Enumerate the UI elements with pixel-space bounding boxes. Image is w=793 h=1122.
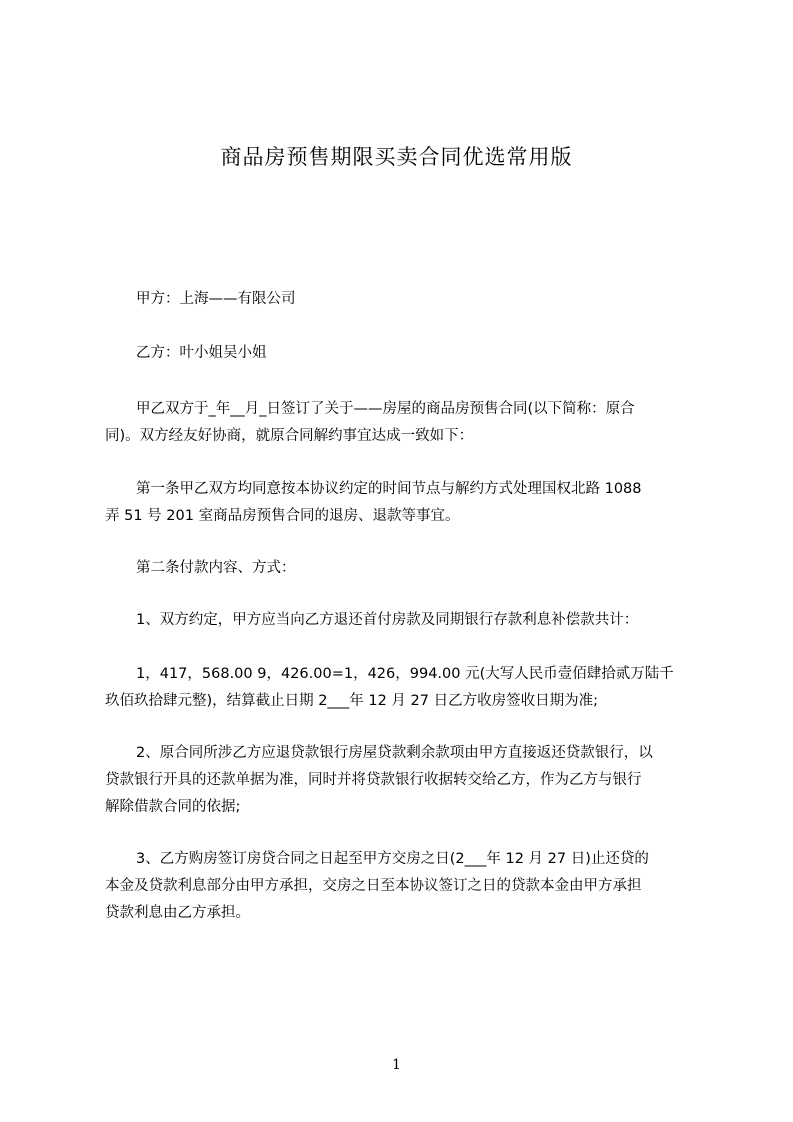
amount-line: 玖佰玖拾肆元整)，结算截止日期 2___年 12 月 27 日乙方收房签收日期为准; [105, 693, 598, 709]
item-2-line: 贷款银行开具的还款单据为准，同时并将贷款银行收据转交给乙方，作为乙方与银行 [105, 772, 642, 788]
item-3-line: 本金及贷款利息部分由甲方承担，交房之日至本协议签订之日的贷款本金由甲方承担 [105, 878, 642, 894]
page-number: 1 [392, 1057, 401, 1073]
article-1-line: 第一条甲乙双方均同意按本协议约定的时间节点与解约方式处理国权北路 1088 [136, 481, 642, 497]
intro-paragraph [105, 396, 710, 450]
intro-line: 同)。双方经友好协商，就原合同解约事宜达成一致如下： [105, 428, 474, 444]
amount-line: 1，417，568.00 9，426.00=1，426，994.00 元(大写人民币壹佰肆拾贰万陆千 [136, 666, 674, 682]
party-a-text: 甲方：上海——有限公司 [136, 291, 296, 307]
item-3 [105, 846, 710, 927]
item-3-line: 贷款利息由乙方承担。 [105, 905, 250, 921]
item-2-line: 2、原合同所涉乙方应退贷款银行房屋贷款剩余款项由甲方直接返还贷款银行，以 [136, 745, 653, 761]
article-2-heading [105, 555, 710, 582]
amount-paragraph [105, 661, 710, 715]
item-2-line: 解除借款合同的依据; [105, 799, 241, 815]
article-2-heading-text: 第二条付款内容、方式： [136, 560, 296, 576]
item-3-line: 3、乙方购房签订房贷合同之日起至甲方交房之日(2___年 12 月 27 日)止还贷的 [136, 851, 649, 867]
intro-line: 甲乙双方于_年__月_日签订了关于——房屋的商品房预售合同(以下简称：原合 [136, 401, 635, 417]
article-1 [105, 476, 710, 530]
document-title: 商品房预售期限买卖合同优选常用版 [220, 145, 573, 169]
party-b-text: 乙方：叶小姐吴小姐 [136, 345, 267, 361]
item-1 [105, 607, 710, 634]
article-1-line: 弄 51 号 201 室商品房预售合同的退房、退款等事宜。 [105, 508, 460, 524]
item-2 [105, 740, 710, 821]
party-a [105, 286, 710, 313]
item-1-text: 1、双方约定，甲方应当向乙方退还首付房款及同期银行存款利息补偿款共计： [136, 612, 639, 628]
party-b [105, 340, 710, 367]
